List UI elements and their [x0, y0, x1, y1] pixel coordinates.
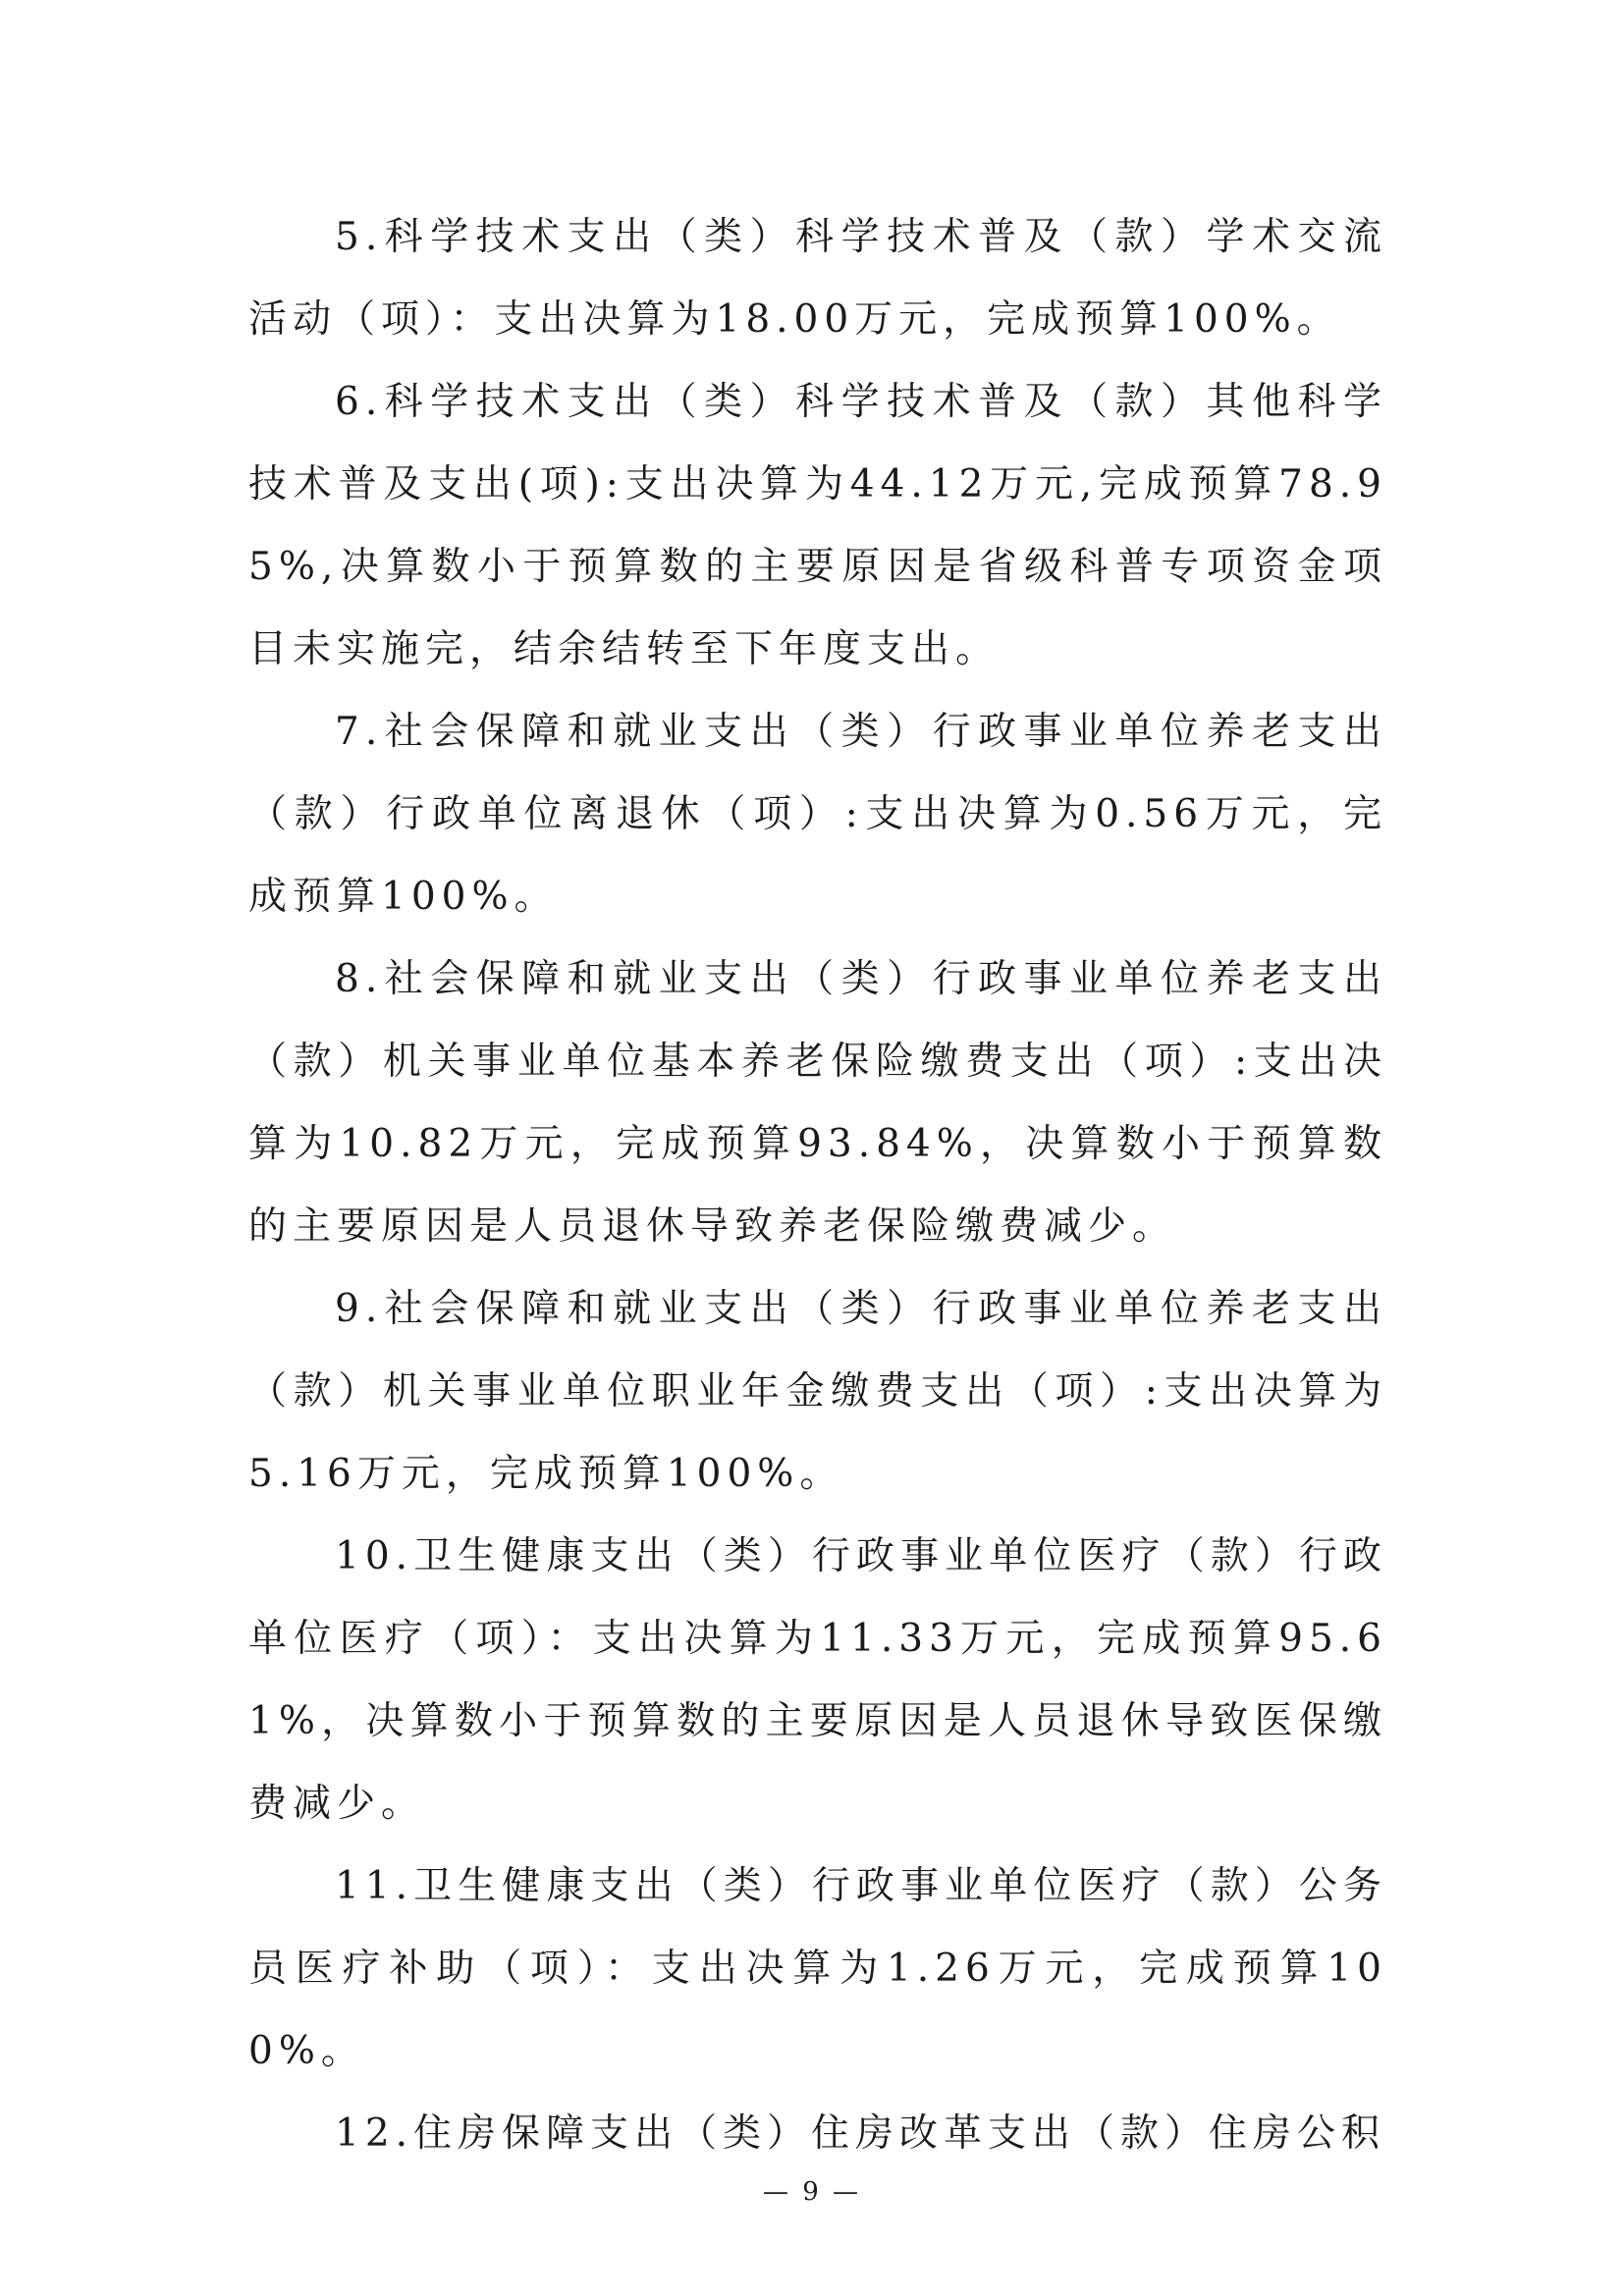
page-number: — 9 — [762, 2177, 862, 2207]
paragraph-item-7: 7.社会保障和就业支出（类）行政事业单位养老支出（款）行政单位离退休（项）:支出决算为0.56万元，完成预算100%。 [248, 710, 1387, 919]
paragraph-item-6: 6.科学技术支出（类）科学技术普及（款）其他科学技术普及支出(项):支出决算为44.12万元,完成预算78.95%,决算数小于预算数的主要原因是省级科普专项资金项目未实施完，结余结转至下年度支出。 [248, 380, 1387, 671]
paragraph-item-12: 12.住房保障支出（类）住房改革支出（款）住房公积 [335, 2111, 1386, 2156]
paragraph-item-9: 9.社会保障和就业支出（类）行政事业单位养老支出（款）机关事业单位职业年金缴费支出（项）:支出决算为5.16万元，完成预算100%。 [248, 1287, 1387, 1496]
paragraph-item-11: 11.卫生健康支出（类）行政事业单位医疗（款）公务员医疗补助（项）：支出决算为1.26万元，完成预算100%。 [248, 1864, 1387, 2073]
paragraph-item-10: 10.卫生健康支出（类）行政事业单位医疗（款）行政单位医疗（项）：支出决算为11.33万元，完成预算95.61%，决算数小于预算数的主要原因是人员退休导致医保缴费减少。 [248, 1534, 1387, 1826]
document-body [248, 196, 1387, 2175]
paragraph-item-8: 8.社会保障和就业支出（类）行政事业单位养老支出（款）机关事业单位基本养老保险缴费支出（项）:支出决算为10.82万元，完成预算93.84%，决算数小于预算数的主要原因是人员退休导致养老保险缴费减少。 [248, 957, 1387, 1249]
paragraph-item-5: 5.科学技术支出（类）科学技术普及（款）学术交流活动（项）：支出决算为18.00万元，完成预算100%。 [248, 215, 1387, 342]
